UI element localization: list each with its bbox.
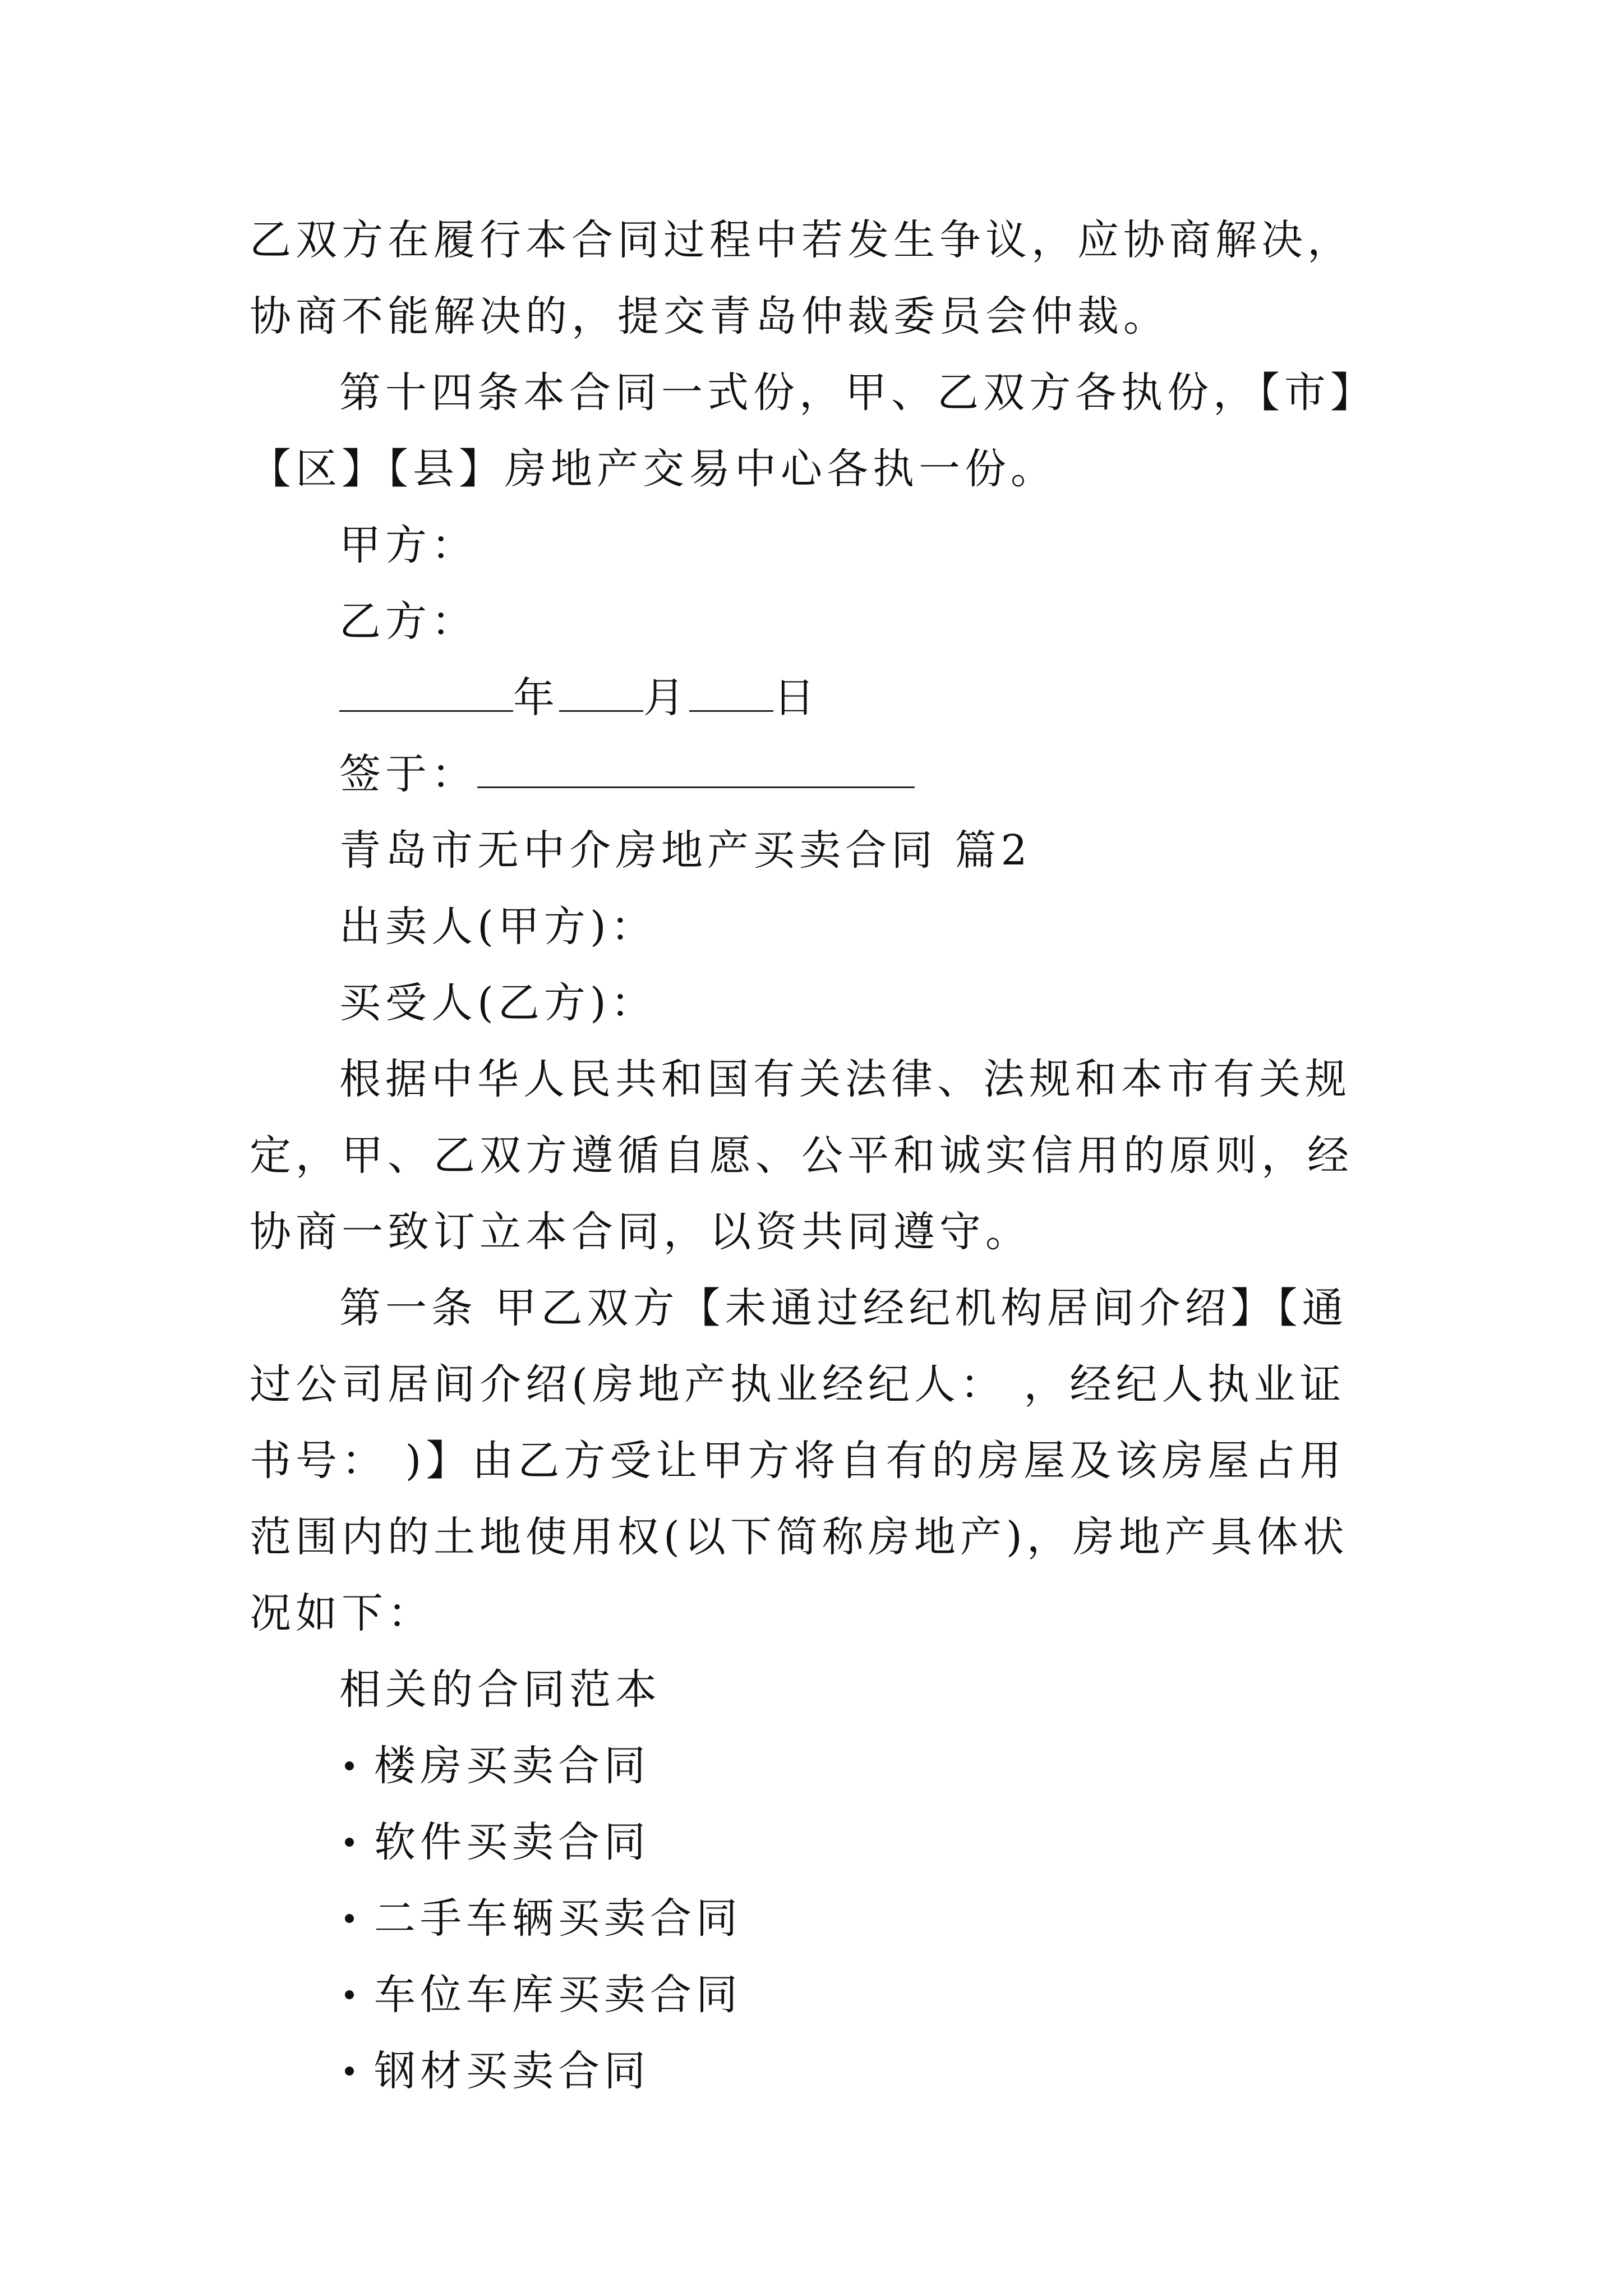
related-item-label: 楼房买卖合同 [374, 1742, 650, 1790]
related-list [250, 1728, 1382, 2109]
paragraph-article-14: 第十四条本合同一式份，甲、乙双方各执份，【市】【区】【县】房地产交易中心各执一份。 [250, 369, 1376, 493]
paragraph-preamble: 根据中华人民共和国有关法律、法规和本市有关规定，甲、乙双方遵循自愿、公平和诚实信用的原则，经协商一致订立本合同，以资共同遵守。 [250, 1055, 1353, 1256]
paragraph-article-1: 第一条 甲乙双方【未通过经纪机构居间介绍】【通过公司居间介绍(房地产执业经纪人： ，经纪人执业证书号： )】由乙方受让甲方将自有的房屋及该房屋占用范围内的土地使用权(以下简称房地产)，房地产具体状况如下： [250, 1284, 1349, 1637]
related-item-link[interactable] [250, 1728, 1382, 1804]
seller-label: 出卖人(甲方)： [339, 903, 657, 951]
date-line [250, 660, 1382, 736]
related-item-label: 钢材买卖合同 [374, 2047, 650, 2095]
party-b-label: 乙方： [339, 597, 477, 646]
document-body [250, 202, 1382, 2109]
day-label: 日 [773, 674, 819, 722]
paragraph-dispute: 乙双方在履行本合同过程中若发生争议，应协商解决，协商不能解决的，提交青岛仲裁委员会仲裁。 [250, 216, 1353, 341]
related-item-label: 车位车库买卖合同 [374, 1971, 742, 2019]
month-label: 月 [643, 674, 689, 722]
related-heading: 相关的合同范本 [339, 1665, 661, 1714]
related-item-link[interactable] [250, 1957, 1382, 2033]
year-blank [339, 673, 513, 712]
related-item-label: 软件买卖合同 [374, 1818, 650, 1866]
related-item-link[interactable] [250, 1804, 1382, 1880]
day-blank [689, 673, 773, 712]
bullet-icon [345, 2067, 354, 2076]
party-a-label: 甲方： [339, 521, 477, 569]
month-blank [559, 673, 643, 712]
related-item-link[interactable] [250, 2033, 1382, 2109]
related-item-link[interactable] [250, 1880, 1382, 1957]
year-label: 年 [513, 674, 559, 722]
bullet-icon [345, 1990, 354, 1999]
signed-at-line [250, 736, 1382, 812]
bullet-icon [345, 1838, 354, 1847]
signed-at-label: 签于： [339, 750, 477, 798]
section-2-title: 青岛市无中介房地产买卖合同 篇2 [339, 826, 1032, 875]
buyer-label: 买受人(乙方)： [339, 979, 657, 1027]
signed-at-blank [477, 749, 915, 788]
bullet-icon [345, 1761, 354, 1770]
bullet-icon [345, 1914, 354, 1923]
related-item-label: 二手车辆买卖合同 [374, 1894, 742, 1943]
